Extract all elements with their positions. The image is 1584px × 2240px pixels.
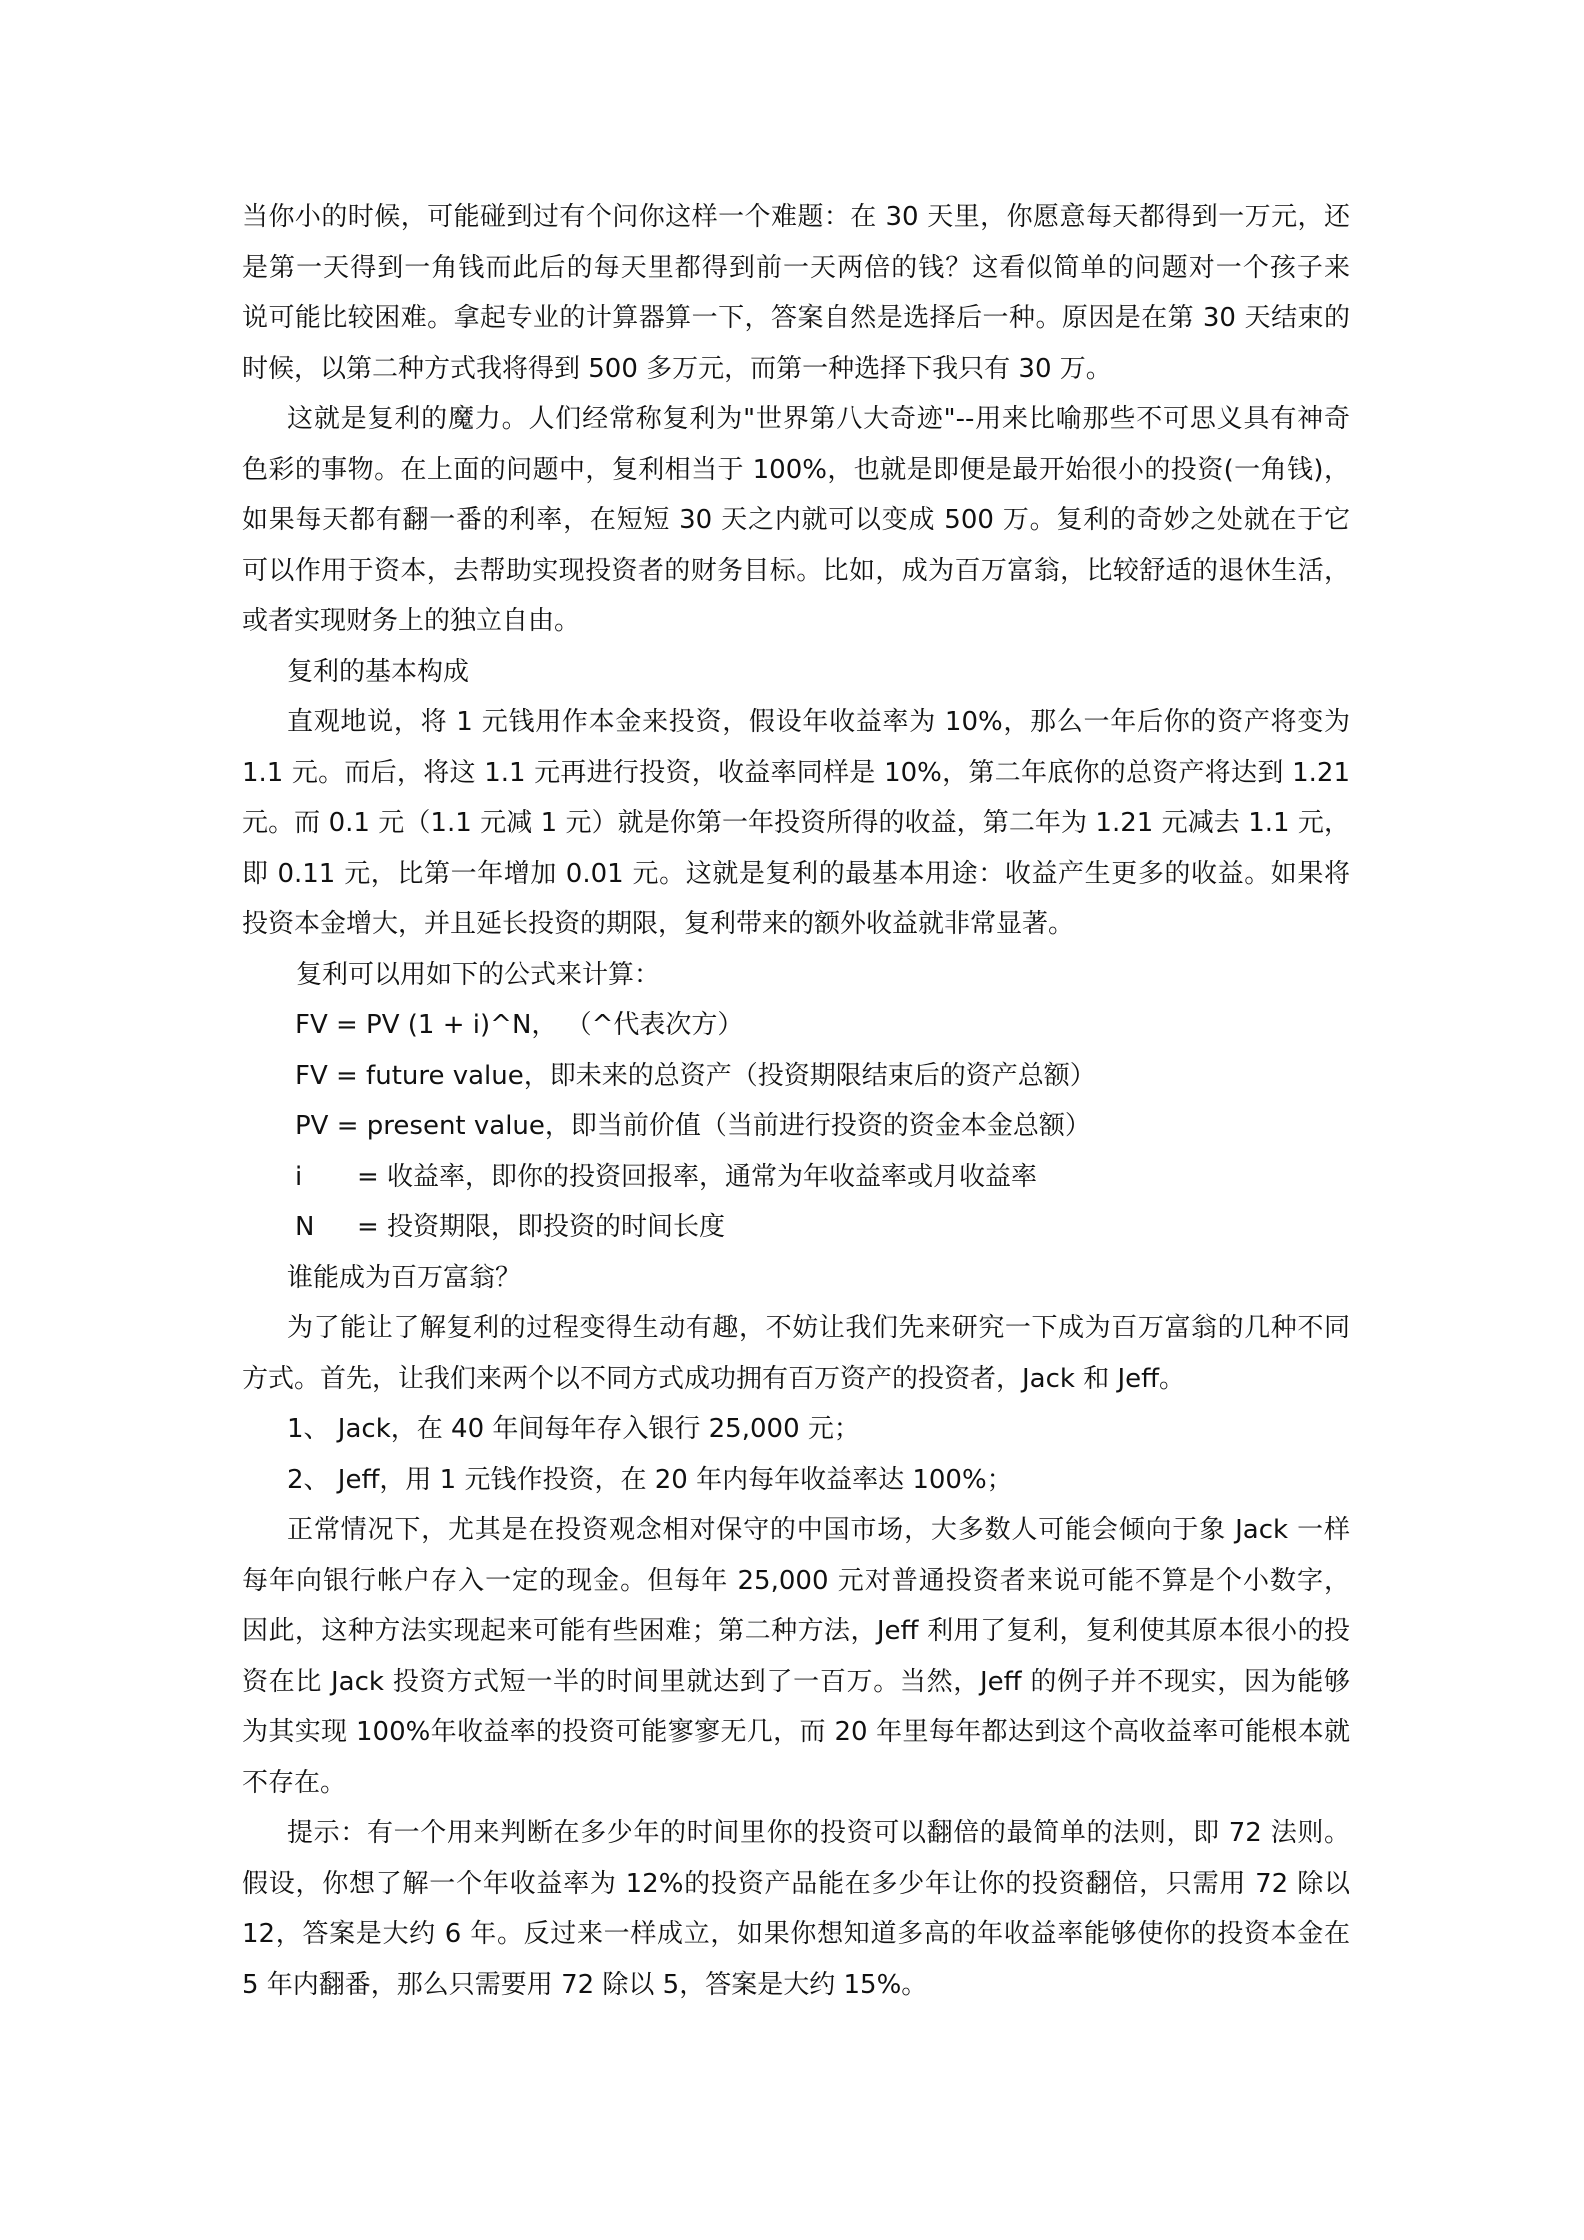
section-heading: 复利的基本构成	[287, 656, 470, 687]
list-item: 2、 Jeff，用 1 元钱作投资，在 20 年内每年收益率达 100%；	[287, 1464, 1013, 1495]
text-line: 因此，这种方法实现起来可能有些困难；第二种方法，Jeff 利用了复利，复利使其原本很小的投	[242, 1616, 1350, 1646]
list-item: 1、 Jack，在 40 年间每年存入银行 25,000 元；	[287, 1414, 860, 1444]
text-line: 假设，你想了解一个年收益率为 12%的投资产品能在多少年让你的投资翻倍，只需用 72 除以	[242, 1868, 1350, 1899]
formula-block	[242, 950, 1350, 1253]
text-line: 当你小的时候，可能碰到过有个问你这样一个难题：在 30 天里，你愿意每天都得到一万元，还	[242, 202, 1350, 232]
document-page	[242, 192, 1350, 2010]
text-line: 为其实现 100%年收益率的投资可能寥寥无几，而 20 年里每年都达到这个高收益率可能根本就	[242, 1717, 1350, 1747]
symbol-i: i	[295, 1161, 303, 1192]
paragraph-basics	[242, 697, 1350, 950]
text-line: 为了能让了解复利的过程变得生动有趣，不妨让我们先来研究一下成为百万富翁的几种不同	[287, 1313, 1350, 1343]
paragraph-comparison	[242, 1505, 1350, 1808]
text-line: 元。而 0.1 元（1.1 元减 1 元）就是你第一年投资所得的收益，第二年为 1.21 元减去 1.1 元，	[242, 808, 1350, 838]
definition-n	[242, 1202, 1350, 1253]
text-line: 方式。首先，让我们来两个以不同方式成功拥有百万资产的投资者，Jack 和 Jeff。	[242, 1363, 1186, 1394]
text-line: 这就是复利的魔力。人们经常称复利为"世界第八大奇迹"--用来比喻那些不可思义具有神奇	[287, 404, 1350, 434]
text-line: 说可能比较困难。拿起专业的计算器算一下，答案自然是选择后一种。原因是在第 30 天结束的	[242, 303, 1350, 333]
paragraph-rule-of-72	[242, 1808, 1350, 2010]
text-line: 是第一天得到一角钱而此后的每天里都得到前一天两倍的钱？这看似简单的问题对一个孩子来	[242, 252, 1350, 283]
text-line: 不存在。	[242, 1767, 347, 1798]
text-line: 投资本金增大，并且延长投资的期限，复利带来的额外收益就非常显著。	[242, 909, 1075, 939]
investor-list	[242, 1404, 1350, 1505]
text-line: 每年向银行帐户存入一定的现金。但每年 25,000 元对普通投资者来说可能不算是个小数字，	[242, 1565, 1350, 1596]
text-line: 1.1 元。而后，将这 1.1 元再进行投资，收益率同样是 10%，第二年底你的总资产将达到 1.21	[242, 757, 1350, 788]
text-line: 如果每天都有翻一番的利率，在短短 30 天之内就可以变成 500 万。复利的奇妙之处就在于它	[242, 505, 1350, 535]
section-heading: 谁能成为百万富翁？	[287, 1262, 522, 1293]
text-line: 色彩的事物。在上面的问题中，复利相当于 100%，也就是即便是最开始很小的投资(一角钱)，	[242, 454, 1350, 485]
text-line: 5 年内翻番，那么只需要用 72 除以 5，答案是大约 15%。	[242, 1969, 928, 2000]
paragraph-millionaire	[242, 1303, 1350, 1404]
paragraph-intro	[242, 192, 1350, 394]
text-line: 资在比 Jack 投资方式短一半的时间里就达到了一百万。当然，Jeff 的例子并不现实，因为能够	[242, 1666, 1350, 1697]
definition-text: = 收益率，即你的投资回报率，通常为年收益率或月收益率	[357, 1161, 1038, 1192]
text-line: 直观地说，将 1 元钱用作本金来投资，假设年收益率为 10%，那么一年后你的资产将变为	[287, 707, 1350, 737]
text-line: 或者实现财务上的独立自由。	[242, 606, 581, 636]
definition-i	[242, 1152, 1350, 1203]
formula-intro: 复利可以用如下的公式来计算：	[296, 959, 661, 990]
formula: FV = PV (1 + i)^N， （^代表次方）	[295, 1010, 744, 1040]
text-line: 可以作用于资本，去帮助实现投资者的财务目标。比如，成为百万富翁，比较舒适的退休生活，	[242, 555, 1350, 586]
paragraph-compound-magic	[242, 394, 1350, 647]
text-line: 时候，以第二种方式我将得到 500 多万元，而第一种选择下我只有 30 万。	[242, 353, 1112, 384]
text-line: 正常情况下，尤其是在投资观念相对保守的中国市场，大多数人可能会倾向于象 Jack 一样	[287, 1515, 1350, 1545]
definition-fv: FV = future value，即未来的总资产（投资期限结束后的资产总额）	[295, 1060, 1096, 1091]
text-line: 即 0.11 元，比第一年增加 0.01 元。这就是复利的最基本用途：收益产生更多的收益。如果将	[242, 858, 1350, 889]
text-line: 提示：有一个用来判断在多少年的时间里你的投资可以翻倍的最简单的法则，即 72 法则。	[287, 1818, 1350, 1848]
symbol-n: N	[295, 1212, 315, 1242]
definition-text: = 投资期限，即投资的时间长度	[357, 1212, 726, 1242]
text-line: 12，答案是大约 6 年。反过来一样成立，如果你想知道多高的年收益率能够使你的投资本金在	[242, 1919, 1350, 1949]
definition-pv: PV = present value，即当前价值（当前进行投资的资金本金总额）	[295, 1111, 1091, 1141]
